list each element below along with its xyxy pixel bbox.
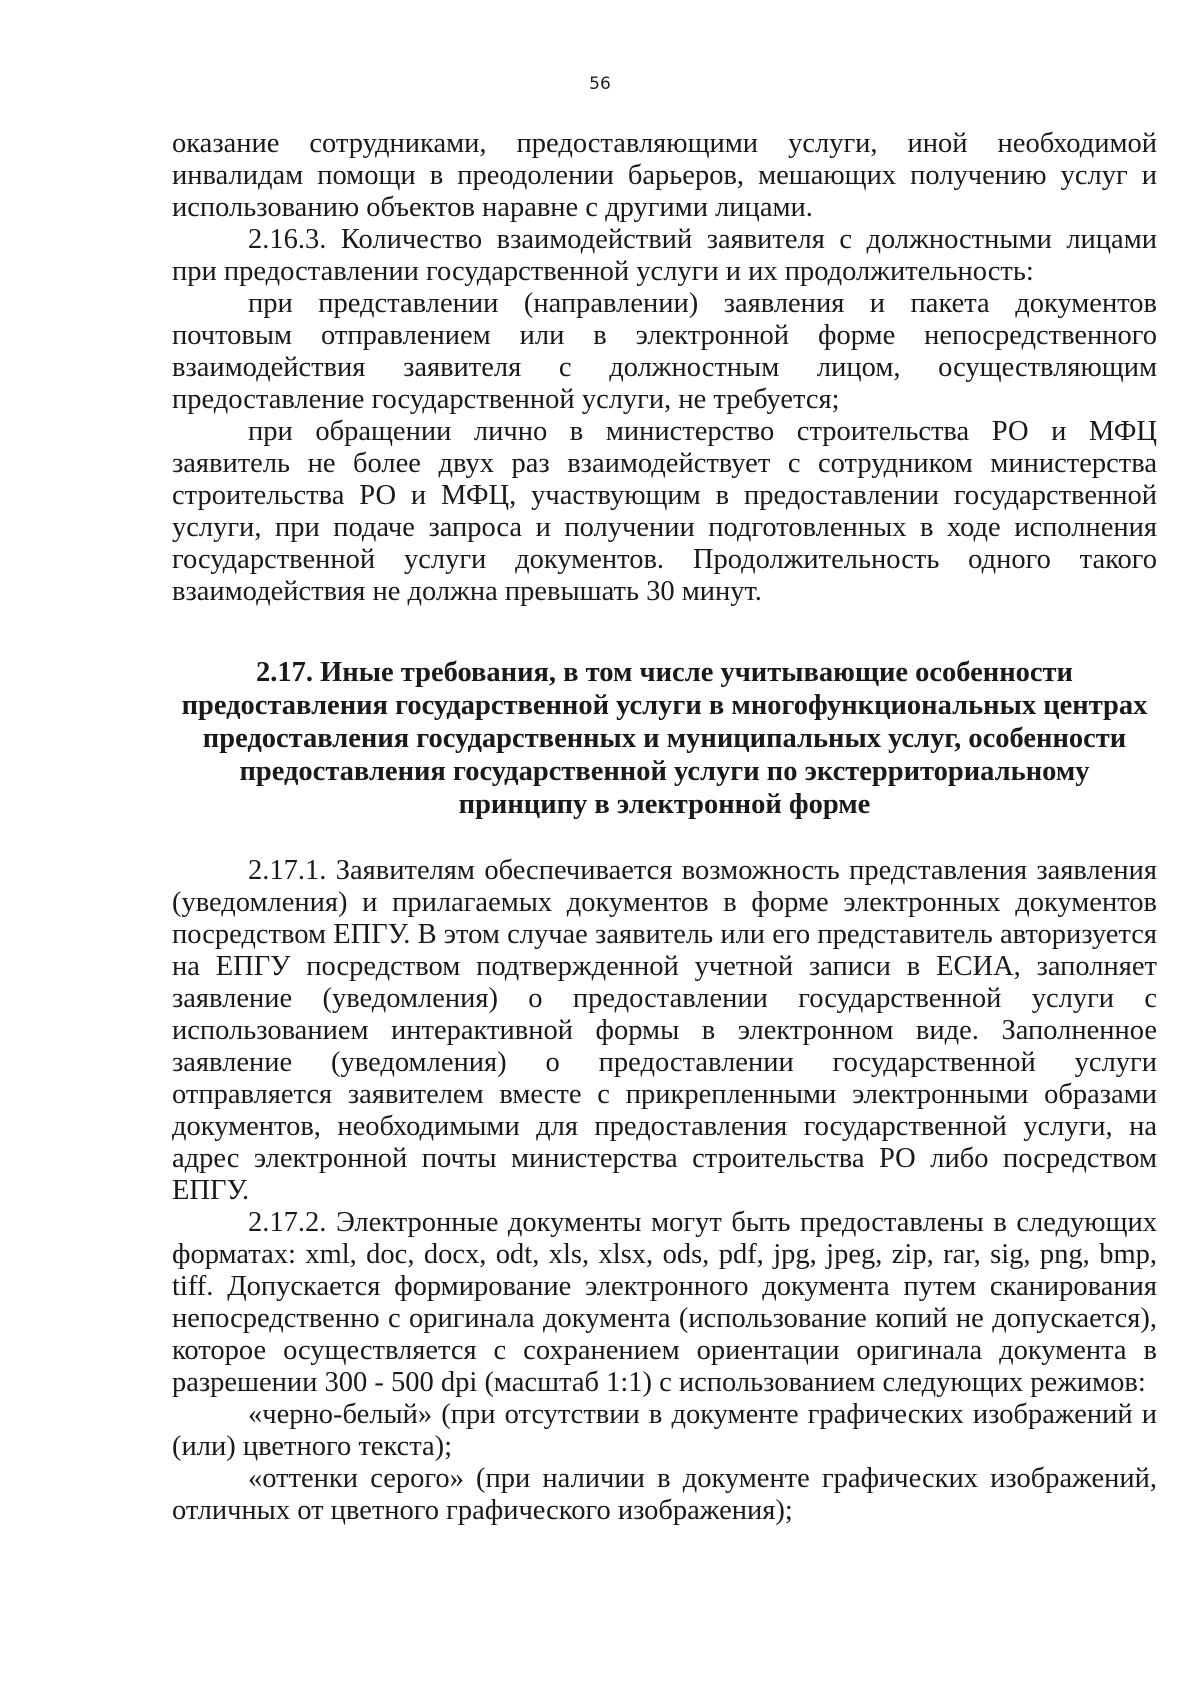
section-heading-2-17: 2.17. Иные требования, в том числе учитывающие особенности предоставления государственной услуги в многофункциональных центрах предоставления государственных и муниципальных услуг, особенности предоставления государственной услуги по экстерриториальному принципу в электронной форме <box>181 657 1148 820</box>
paragraph-grayscale-mode: «оттенки серого» (при наличии в документе графических изображений, отличных от цветного графического изображения); <box>172 1463 1157 1526</box>
paragraph-2-17-2: 2.17.2. Электронные документы могут быть предоставлены в следующих форматах: xml, doc, docx, odt, xls, xlsx, ods, pdf, jpg, jpeg, zip, rar, sig, png, bmp, tiff. Допускается формирование электронного документа путем сканирования непосредственно с оригинала документа (использование копий не допускается), которое осуществляется с сохранением ориентации оригинала документа в разрешении 300 - 500 dpi (масштаб 1:1) с использованием следующих режимов: <box>172 1207 1157 1398</box>
paragraph-in-person-submission: при обращении лично в министерство строительства РО и МФЦ заявитель не более двух раз взаимодействует с сотрудником министерства строительства РО и МФЦ, участвующим в предоставлении государственной услуги, при подаче запроса и получении подготовленных в ходе исполнения государственной услуги документов. Продолжительность одного такого взаимодействия не должна превышать 30 минут. <box>172 416 1157 607</box>
paragraph-black-white-mode: «черно-белый» (при отсутствии в документе графических изображений и (или) цветного текста); <box>172 1399 1157 1462</box>
document-body <box>172 128 1157 1527</box>
paragraph-postal-submission: при представлении (направлении) заявления и пакета документов почтовым отправлением или в электронной форме непосредственного взаимодействия заявителя с должностным лицом, осуществляющим предоставление государственной услуги, не требуется; <box>172 288 1157 415</box>
paragraph-2-17-1: 2.17.1. Заявителям обеспечивается возможность представления заявления (уведомления) и прилагаемых документов в форме электронных документов посредством ЕПГУ. В этом случае заявитель или его представитель авторизуется на ЕПГУ посредством подтвержденной учетной записи в ЕСИА, заполняет заявление (уведомления) о предоставлении государственной услуги с использованием интерактивной формы в электронном виде. Заполненное заявление (уведомления) о предоставлении государственной услуги отправляется заявителем вместе с прикрепленными электронными образами документов, необходимыми для предоставления государственной услуги, на адрес электронной почты министерства строительства РО либо посредством ЕПГУ. <box>172 855 1157 1206</box>
page-number: 56 <box>589 74 611 94</box>
paragraph-2-16-3: 2.16.3. Количество взаимодействий заявителя с должностными лицами при предоставлении государственной услуги и их продолжительность: <box>172 224 1157 287</box>
paragraph-continuation: оказание сотрудниками, предоставляющими услуги, иной необходимой инвалидам помощи в преодолении барьеров, мешающих получению услуг и использованию объектов наравне с другими лицами. <box>172 128 1157 223</box>
